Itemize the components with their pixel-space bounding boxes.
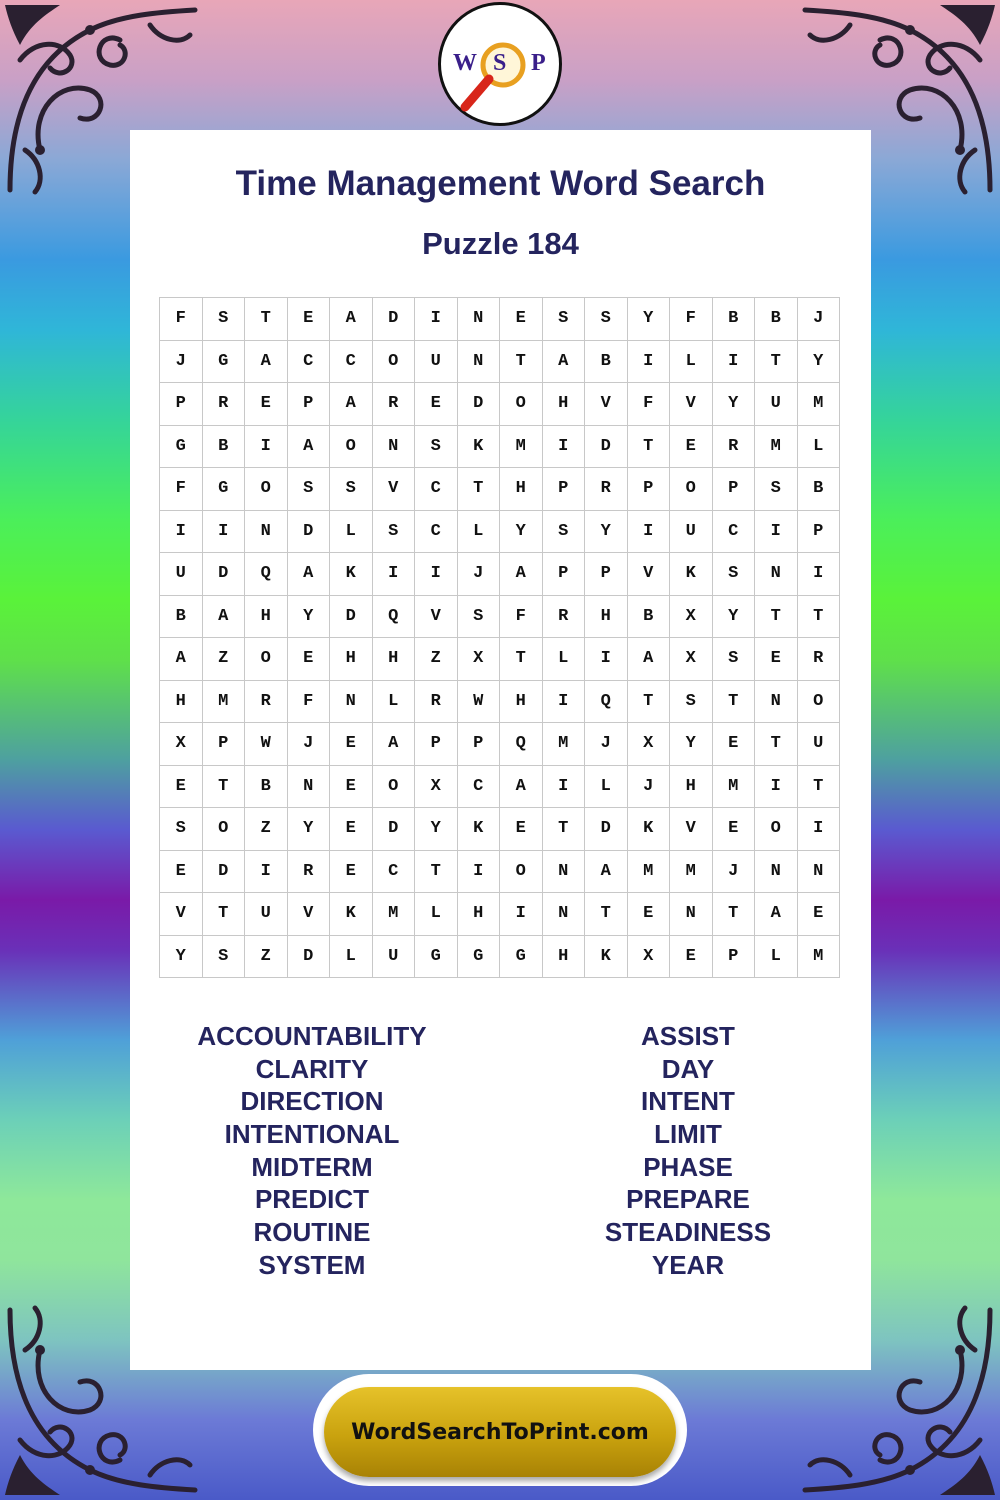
grid-cell[interactable]: C — [415, 468, 458, 511]
grid-cell[interactable]: I — [628, 341, 671, 384]
grid-cell[interactable]: R — [543, 596, 586, 639]
grid-cell[interactable]: Z — [415, 638, 458, 681]
word-list-item: PHASE — [643, 1151, 733, 1182]
grid-cell[interactable]: Z — [245, 808, 288, 851]
grid-cell[interactable]: A — [330, 383, 373, 426]
grid-cell[interactable]: S — [755, 468, 798, 511]
grid-cell[interactable]: S — [543, 511, 586, 554]
word-list-item: DAY — [661, 1053, 715, 1084]
word-list-right — [538, 1020, 838, 1282]
grid-cell[interactable]: B — [628, 596, 671, 639]
grid-cell[interactable]: C — [458, 766, 501, 809]
grid-cell[interactable]: N — [755, 851, 798, 894]
grid-cell[interactable]: M — [798, 936, 841, 979]
grid-cell[interactable]: R — [203, 383, 246, 426]
grid-cell[interactable]: S — [458, 596, 501, 639]
grid-cell[interactable]: S — [160, 808, 203, 851]
grid-cell[interactable]: I — [543, 766, 586, 809]
grid-cell[interactable]: I — [628, 511, 671, 554]
grid-cell[interactable]: O — [798, 681, 841, 724]
grid-cell[interactable]: B — [713, 298, 756, 341]
grid-cell[interactable]: E — [330, 851, 373, 894]
grid-cell[interactable]: S — [203, 298, 246, 341]
grid-cell[interactable]: V — [415, 596, 458, 639]
grid-cell[interactable]: D — [373, 298, 416, 341]
site-link-button[interactable] — [324, 1387, 676, 1477]
grid-cell[interactable]: E — [288, 638, 331, 681]
grid-cell[interactable]: V — [670, 383, 713, 426]
grid-cell[interactable]: M — [373, 893, 416, 936]
grid-cell[interactable]: R — [288, 851, 331, 894]
grid-cell[interactable]: N — [458, 298, 501, 341]
grid-cell[interactable]: I — [203, 511, 246, 554]
grid-cell[interactable]: W — [458, 681, 501, 724]
grid-cell[interactable]: T — [798, 766, 841, 809]
grid-cell[interactable]: T — [713, 893, 756, 936]
grid-cell[interactable]: R — [373, 383, 416, 426]
grid-cell[interactable]: H — [500, 681, 543, 724]
grid-cell[interactable]: T — [628, 681, 671, 724]
grid-cell[interactable]: S — [713, 553, 756, 596]
grid-cell[interactable]: T — [245, 298, 288, 341]
grid-cell[interactable]: Q — [245, 553, 288, 596]
grid-cell[interactable]: T — [798, 596, 841, 639]
grid-cell[interactable]: N — [755, 681, 798, 724]
grid-cell[interactable]: P — [713, 936, 756, 979]
grid-cell[interactable]: Z — [203, 638, 246, 681]
grid-cell[interactable]: W — [245, 723, 288, 766]
grid-cell[interactable]: M — [798, 383, 841, 426]
grid-cell[interactable]: Z — [245, 936, 288, 979]
grid-cell[interactable]: H — [500, 468, 543, 511]
grid-cell[interactable]: F — [628, 383, 671, 426]
grid-cell[interactable]: N — [245, 511, 288, 554]
grid-cell[interactable]: S — [330, 468, 373, 511]
grid-cell[interactable]: E — [245, 383, 288, 426]
grid-cell[interactable]: A — [288, 426, 331, 469]
grid-cell[interactable]: F — [288, 681, 331, 724]
grid-cell[interactable]: N — [330, 681, 373, 724]
grid-cell[interactable]: D — [203, 851, 246, 894]
grid-cell[interactable]: X — [160, 723, 203, 766]
grid-cell[interactable]: L — [415, 893, 458, 936]
grid-cell[interactable]: G — [500, 936, 543, 979]
grid-cell[interactable]: O — [500, 851, 543, 894]
grid-cell[interactable]: G — [415, 936, 458, 979]
grid-cell[interactable]: R — [245, 681, 288, 724]
grid-cell[interactable]: B — [203, 426, 246, 469]
grid-cell[interactable]: R — [798, 638, 841, 681]
grid-cell[interactable]: M — [203, 681, 246, 724]
grid-cell[interactable]: R — [713, 426, 756, 469]
grid-cell[interactable]: O — [330, 426, 373, 469]
grid-cell[interactable]: E — [160, 851, 203, 894]
grid-cell[interactable]: Y — [288, 808, 331, 851]
grid-cell[interactable]: A — [500, 553, 543, 596]
grid-cell[interactable]: M — [543, 723, 586, 766]
grid-cell[interactable]: H — [543, 936, 586, 979]
grid-cell[interactable]: K — [330, 553, 373, 596]
grid-cell[interactable]: I — [245, 851, 288, 894]
grid-cell[interactable]: M — [500, 426, 543, 469]
grid-cell[interactable]: S — [670, 681, 713, 724]
grid-cell[interactable]: L — [585, 766, 628, 809]
grid-cell[interactable]: D — [330, 596, 373, 639]
grid-cell[interactable]: N — [755, 553, 798, 596]
grid-cell[interactable]: A — [160, 638, 203, 681]
grid-cell[interactable]: S — [585, 298, 628, 341]
grid-cell[interactable]: A — [628, 638, 671, 681]
grid-cell[interactable]: O — [500, 383, 543, 426]
grid-cell[interactable]: V — [373, 468, 416, 511]
grid-cell[interactable]: A — [245, 341, 288, 384]
grid-cell[interactable]: I — [500, 893, 543, 936]
grid-cell[interactable]: S — [543, 298, 586, 341]
grid-cell[interactable]: J — [585, 723, 628, 766]
grid-cell[interactable]: V — [670, 808, 713, 851]
site-logo[interactable] — [438, 2, 562, 126]
grid-cell[interactable]: X — [415, 766, 458, 809]
grid-cell[interactable]: X — [628, 936, 671, 979]
grid-cell[interactable]: I — [585, 638, 628, 681]
grid-cell[interactable]: E — [330, 723, 373, 766]
grid-cell[interactable]: O — [245, 468, 288, 511]
grid-cell[interactable]: E — [415, 383, 458, 426]
grid-cell[interactable]: I — [458, 851, 501, 894]
grid-cell[interactable]: G — [203, 341, 246, 384]
grid-cell[interactable]: N — [543, 851, 586, 894]
word-list-item: PREPARE — [626, 1184, 750, 1215]
grid-cell[interactable]: R — [585, 468, 628, 511]
grid-cell[interactable]: Y — [500, 511, 543, 554]
grid-cell[interactable]: C — [330, 341, 373, 384]
grid-cell[interactable]: D — [585, 426, 628, 469]
grid-cell[interactable]: F — [500, 596, 543, 639]
grid-cell[interactable]: U — [415, 341, 458, 384]
grid-cell[interactable]: E — [288, 298, 331, 341]
grid-cell[interactable]: E — [713, 808, 756, 851]
logo-letter-w: W — [453, 50, 477, 76]
grid-cell[interactable]: O — [755, 808, 798, 851]
grid-cell[interactable]: B — [798, 468, 841, 511]
grid-cell[interactable]: M — [628, 851, 671, 894]
grid-cell[interactable]: P — [585, 553, 628, 596]
grid-cell[interactable]: T — [415, 851, 458, 894]
grid-cell[interactable]: P — [160, 383, 203, 426]
grid-cell[interactable]: S — [203, 936, 246, 979]
grid-cell[interactable]: T — [500, 638, 543, 681]
grid-cell[interactable]: D — [458, 383, 501, 426]
grid-cell[interactable]: M — [670, 851, 713, 894]
grid-cell[interactable]: I — [245, 426, 288, 469]
grid-cell[interactable]: G — [458, 936, 501, 979]
word-list-item: YEAR — [651, 1249, 725, 1280]
grid-cell[interactable]: P — [458, 723, 501, 766]
grid-cell[interactable]: X — [458, 638, 501, 681]
grid-cell[interactable]: I — [755, 511, 798, 554]
grid-cell[interactable]: U — [755, 383, 798, 426]
puzzle-number: Puzzle 184 — [422, 226, 579, 261]
grid-cell[interactable]: E — [500, 808, 543, 851]
grid-cell[interactable]: X — [670, 596, 713, 639]
grid-cell[interactable]: Y — [415, 808, 458, 851]
grid-cell[interactable]: D — [288, 511, 331, 554]
grid-cell[interactable]: L — [373, 681, 416, 724]
grid-cell[interactable]: T — [203, 893, 246, 936]
grid-cell[interactable]: Y — [713, 596, 756, 639]
grid-cell[interactable]: T — [458, 468, 501, 511]
grid-cell[interactable]: V — [288, 893, 331, 936]
grid-cell[interactable]: E — [330, 808, 373, 851]
grid-cell[interactable]: E — [713, 723, 756, 766]
grid-cell[interactable]: K — [458, 808, 501, 851]
grid-cell[interactable]: I — [373, 553, 416, 596]
grid-cell[interactable]: T — [755, 341, 798, 384]
grid-cell[interactable]: S — [415, 426, 458, 469]
grid-cell[interactable]: N — [543, 893, 586, 936]
grid-cell[interactable]: E — [330, 766, 373, 809]
grid-cell[interactable]: E — [798, 893, 841, 936]
grid-cell[interactable]: C — [415, 511, 458, 554]
grid-cell[interactable]: Y — [628, 298, 671, 341]
grid-cell[interactable]: D — [203, 553, 246, 596]
grid-cell[interactable]: S — [713, 638, 756, 681]
grid-cell[interactable]: A — [373, 723, 416, 766]
grid-cell[interactable]: H — [330, 638, 373, 681]
grid-cell[interactable]: O — [373, 341, 416, 384]
grid-cell[interactable]: T — [755, 596, 798, 639]
grid-cell[interactable]: Q — [500, 723, 543, 766]
grid-cell[interactable]: D — [373, 808, 416, 851]
grid-cell[interactable]: F — [160, 298, 203, 341]
grid-cell[interactable]: N — [288, 766, 331, 809]
grid-cell[interactable]: H — [585, 596, 628, 639]
grid-cell[interactable]: N — [373, 426, 416, 469]
grid-cell[interactable]: Y — [585, 511, 628, 554]
grid-cell[interactable]: I — [415, 553, 458, 596]
grid-cell[interactable]: H — [458, 893, 501, 936]
grid-cell[interactable]: C — [373, 851, 416, 894]
grid-cell[interactable]: A — [543, 341, 586, 384]
grid-cell[interactable]: V — [160, 893, 203, 936]
grid-cell[interactable]: C — [713, 511, 756, 554]
grid-cell[interactable]: K — [585, 936, 628, 979]
grid-cell[interactable]: J — [458, 553, 501, 596]
grid-cell[interactable]: H — [245, 596, 288, 639]
grid-cell[interactable]: Y — [713, 383, 756, 426]
grid-cell[interactable]: I — [415, 298, 458, 341]
grid-cell[interactable]: K — [628, 808, 671, 851]
grid-cell[interactable]: U — [160, 553, 203, 596]
footer-badge — [313, 1374, 687, 1486]
grid-cell[interactable]: J — [628, 766, 671, 809]
grid-cell[interactable]: Q — [585, 681, 628, 724]
grid-cell[interactable]: E — [500, 298, 543, 341]
grid-cell[interactable]: J — [713, 851, 756, 894]
grid-cell[interactable]: I — [798, 553, 841, 596]
letter-grid — [159, 297, 840, 978]
grid-cell[interactable]: P — [415, 723, 458, 766]
grid-cell[interactable]: A — [585, 851, 628, 894]
puzzle-sheet — [130, 130, 871, 1370]
word-list-item: CLARITY — [255, 1053, 369, 1084]
grid-cell[interactable]: X — [628, 723, 671, 766]
grid-cell[interactable]: L — [330, 511, 373, 554]
word-list-item: MIDTERM — [251, 1151, 373, 1182]
grid-cell[interactable]: K — [458, 426, 501, 469]
grid-cell[interactable]: H — [160, 681, 203, 724]
word-list-item: SYSTEM — [258, 1249, 366, 1280]
grid-cell[interactable]: Q — [373, 596, 416, 639]
grid-cell[interactable]: J — [798, 298, 841, 341]
grid-cell[interactable]: U — [670, 511, 713, 554]
grid-cell[interactable]: H — [670, 766, 713, 809]
grid-cell[interactable]: V — [585, 383, 628, 426]
word-list-item: DIRECTION — [240, 1086, 384, 1117]
grid-cell[interactable]: I — [543, 681, 586, 724]
grid-cell[interactable]: I — [160, 511, 203, 554]
word-list-item: PREDICT — [254, 1184, 370, 1215]
grid-cell[interactable]: J — [288, 723, 331, 766]
grid-cell[interactable]: G — [160, 426, 203, 469]
grid-cell[interactable]: A — [755, 893, 798, 936]
grid-cell[interactable]: P — [628, 468, 671, 511]
grid-cell[interactable]: M — [713, 766, 756, 809]
grid-cell[interactable]: P — [713, 468, 756, 511]
grid-cell[interactable]: D — [585, 808, 628, 851]
grid-cell[interactable]: B — [245, 766, 288, 809]
grid-cell[interactable]: S — [288, 468, 331, 511]
grid-cell[interactable]: X — [670, 638, 713, 681]
grid-cell[interactable]: F — [160, 468, 203, 511]
grid-cell[interactable]: Y — [288, 596, 331, 639]
grid-cell[interactable]: H — [543, 383, 586, 426]
grid-cell[interactable]: O — [203, 808, 246, 851]
grid-cell[interactable]: T — [628, 426, 671, 469]
grid-cell[interactable]: I — [798, 808, 841, 851]
grid-cell[interactable]: K — [330, 893, 373, 936]
grid-cell[interactable]: U — [373, 936, 416, 979]
word-list-item: ACCOUNTABILITY — [197, 1021, 427, 1051]
grid-cell[interactable]: E — [628, 893, 671, 936]
grid-cell[interactable]: Y — [160, 936, 203, 979]
grid-cell[interactable]: I — [543, 426, 586, 469]
grid-cell[interactable]: L — [458, 511, 501, 554]
grid-cell[interactable]: R — [415, 681, 458, 724]
logo-letter-s: S — [493, 50, 507, 76]
word-list-left — [162, 1020, 462, 1282]
grid-cell[interactable]: L — [543, 638, 586, 681]
grid-cell[interactable]: M — [755, 426, 798, 469]
site-url: WordSearchToPrint.com — [351, 1419, 649, 1445]
grid-cell[interactable]: P — [203, 723, 246, 766]
grid-cell[interactable]: E — [670, 426, 713, 469]
grid-cell[interactable]: Y — [798, 341, 841, 384]
grid-cell[interactable]: L — [755, 936, 798, 979]
grid-cell[interactable]: I — [713, 341, 756, 384]
grid-cell[interactable]: D — [288, 936, 331, 979]
grid-cell[interactable]: G — [203, 468, 246, 511]
grid-cell[interactable]: N — [798, 851, 841, 894]
grid-cell[interactable]: L — [798, 426, 841, 469]
grid-cell[interactable]: O — [373, 766, 416, 809]
word-list-item: STEADINESS — [604, 1217, 772, 1248]
grid-cell[interactable]: B — [585, 341, 628, 384]
grid-cell[interactable]: P — [798, 511, 841, 554]
grid-cell[interactable]: A — [203, 596, 246, 639]
grid-cell[interactable]: P — [543, 553, 586, 596]
grid-cell[interactable]: A — [330, 298, 373, 341]
word-list-item: ASSIST — [641, 1021, 735, 1051]
page-title: Time Management Word Search — [235, 164, 766, 203]
grid-cell[interactable]: U — [245, 893, 288, 936]
logo-letter-p: P — [531, 50, 546, 76]
grid-cell[interactable]: F — [670, 298, 713, 341]
grid-cell[interactable]: N — [670, 893, 713, 936]
grid-cell[interactable]: I — [755, 766, 798, 809]
grid-cell[interactable]: L — [670, 341, 713, 384]
grid-cell[interactable]: B — [755, 298, 798, 341]
grid-cell[interactable]: S — [373, 511, 416, 554]
grid-cell[interactable]: B — [160, 596, 203, 639]
word-list-item: LIMIT — [654, 1119, 722, 1150]
grid-cell[interactable]: H — [373, 638, 416, 681]
grid-cell[interactable]: N — [458, 341, 501, 384]
grid-cell[interactable]: C — [288, 341, 331, 384]
word-list-item: INTENT — [641, 1086, 735, 1117]
grid-cell[interactable]: A — [288, 553, 331, 596]
grid-cell[interactable]: L — [330, 936, 373, 979]
grid-cell[interactable]: E — [755, 638, 798, 681]
grid-cell[interactable]: Y — [670, 723, 713, 766]
grid-cell[interactable]: T — [203, 766, 246, 809]
grid-cell[interactable]: O — [670, 468, 713, 511]
grid-cell[interactable]: T — [500, 341, 543, 384]
grid-cell[interactable]: K — [670, 553, 713, 596]
word-list-item: INTENTIONAL — [224, 1119, 400, 1150]
grid-cell[interactable]: J — [160, 341, 203, 384]
grid-cell[interactable]: P — [288, 383, 331, 426]
grid-cell[interactable]: U — [798, 723, 841, 766]
grid-cell[interactable]: P — [543, 468, 586, 511]
grid-cell[interactable]: E — [670, 936, 713, 979]
grid-cell[interactable]: T — [585, 893, 628, 936]
grid-cell[interactable]: A — [500, 766, 543, 809]
grid-cell[interactable]: V — [628, 553, 671, 596]
grid-cell[interactable]: E — [160, 766, 203, 809]
word-list-item: ROUTINE — [253, 1217, 371, 1248]
grid-cell[interactable]: T — [713, 681, 756, 724]
grid-cell[interactable]: T — [543, 808, 586, 851]
grid-cell[interactable]: O — [245, 638, 288, 681]
grid-cell[interactable]: T — [755, 723, 798, 766]
